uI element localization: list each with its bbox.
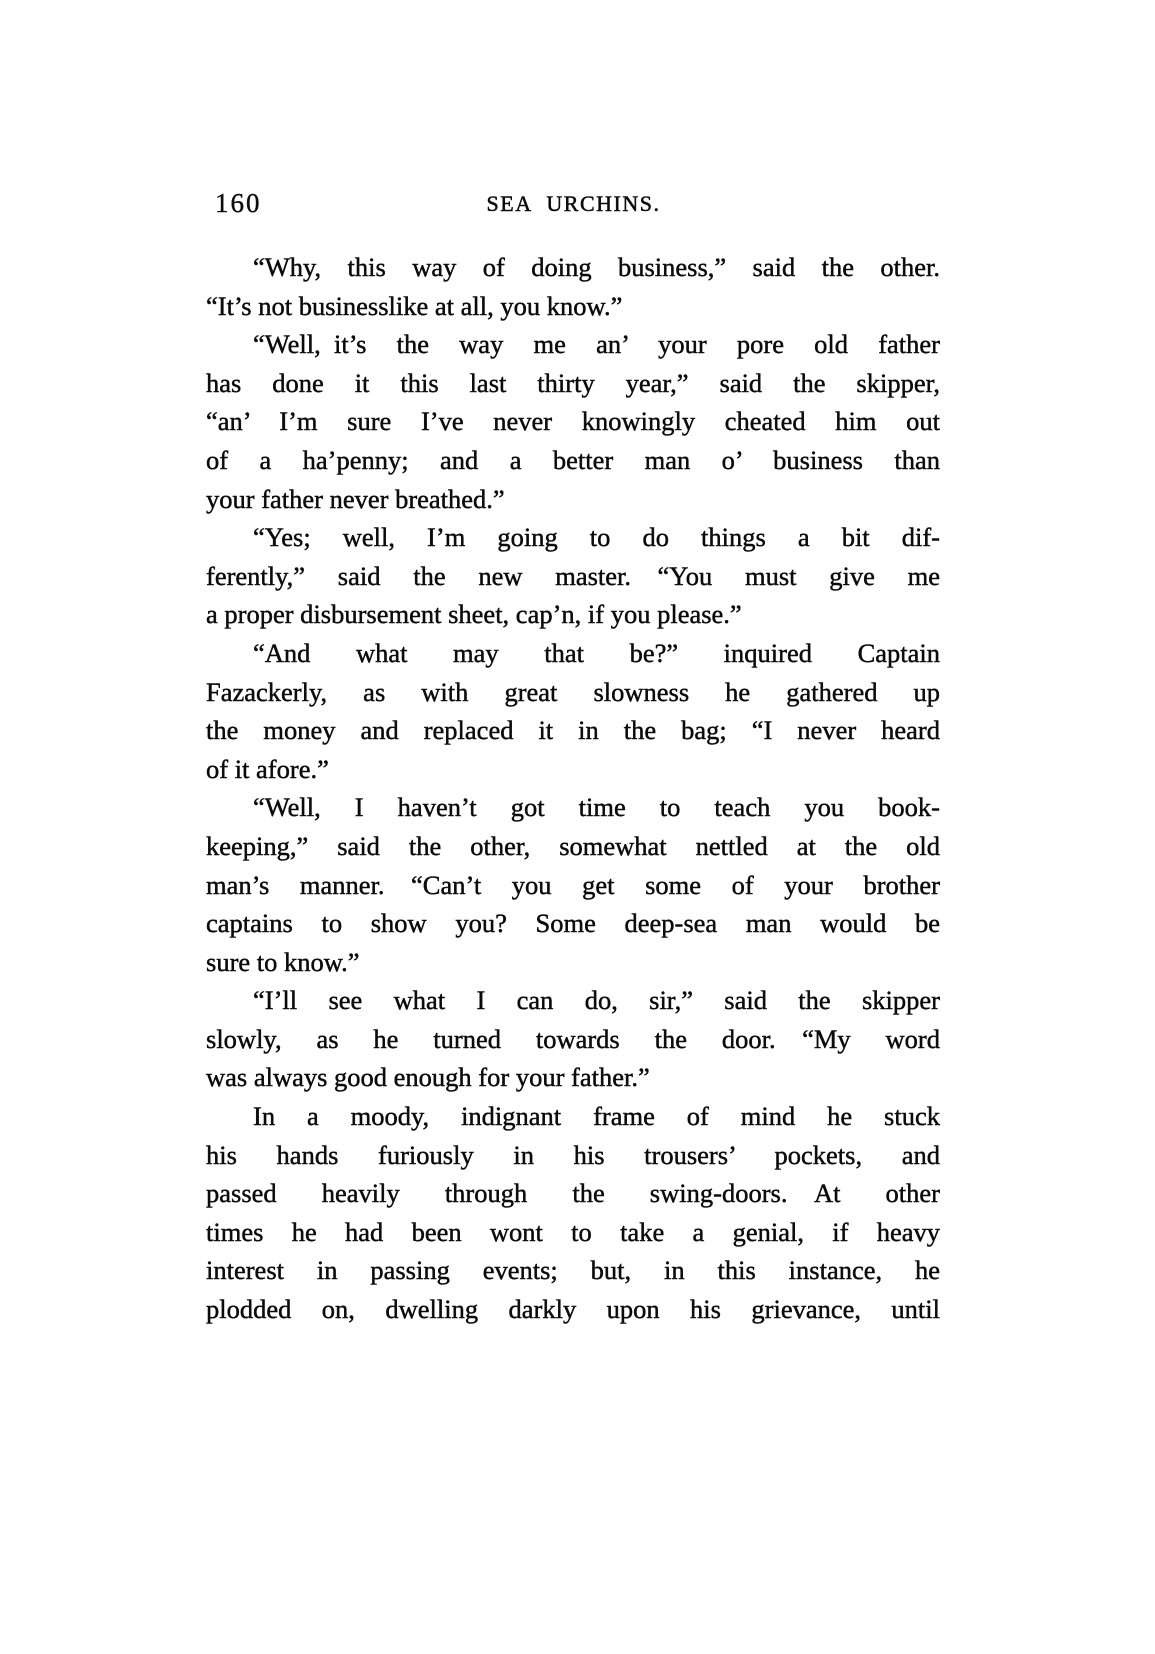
- text-line: times he had been wont to take a genial, if heavy: [206, 1216, 940, 1247]
- text-line: In a moody, indignant frame of mind he stuck: [253, 1101, 940, 1132]
- text-line: his hands furiously in his trousers’ pockets, and: [206, 1139, 940, 1170]
- running-head: [207, 186, 940, 226]
- text-line: a proper disbursement sheet, cap’n, if you please.”: [206, 599, 742, 630]
- running-title: SEA URCHINS.: [486, 191, 661, 216]
- text-line: “I’ll see what I can do, sir,” said the skipper: [253, 985, 940, 1016]
- text-line: slowly, as he turned towards the door. “My word: [206, 1023, 940, 1054]
- text-line: ferently,” said the new master. “You must give me: [206, 560, 940, 591]
- text-line: “Why, this way of doing business,” said the other.: [253, 252, 940, 282]
- text-line: “Yes; well, I’m going to do things a bit dif-: [253, 522, 940, 553]
- text-line: “Well, I haven’t got time to teach you book-: [253, 792, 940, 823]
- page-number: 160: [215, 188, 262, 218]
- paragraph: [206, 518, 940, 634]
- paragraph: [206, 981, 940, 1097]
- text-line: “And what may that be?” inquired Captain: [253, 637, 940, 668]
- text-line: keeping,” said the other, somewhat nettled at the old: [206, 830, 940, 861]
- text-line: “Well, it’s the way me an’ your pore old father: [253, 329, 940, 360]
- text-line: plodded on, dwelling darkly upon his grievance, until: [206, 1294, 940, 1325]
- text-line: “an’ I’m sure I’ve never knowingly cheated him out: [206, 406, 940, 437]
- paragraph: [206, 634, 940, 788]
- text-line: man’s manner. “Can’t you get some of your brother: [206, 869, 940, 900]
- text-line: was always good enough for your father.”: [206, 1062, 650, 1093]
- paragraph: [206, 1097, 940, 1329]
- text-line: of a ha’penny; and a better man o’ business than: [206, 444, 940, 475]
- paragraph: [206, 788, 940, 981]
- text-line: has done it this last thirty year,” said the skipper,: [206, 367, 940, 398]
- text-line: captains to show you? Some deep-sea man would be: [206, 908, 940, 939]
- paragraph: [206, 325, 940, 518]
- paragraph: [206, 248, 940, 325]
- text-line: passed heavily through the swing-doors. At other: [206, 1178, 940, 1209]
- text-line: your father never breathed.”: [206, 483, 505, 514]
- text-line: Fazackerly, as with great slowness he gathered up: [206, 676, 940, 707]
- text-line: sure to know.”: [206, 946, 360, 977]
- body-text: [206, 248, 940, 1329]
- text-line: the money and replaced it in the bag; “I never heard: [206, 715, 940, 746]
- text-line: “It’s not businesslike at all, you know.”: [206, 290, 623, 321]
- text-line: interest in passing events; but, in this instance, he: [206, 1255, 940, 1286]
- text-line: of it afore.”: [206, 753, 329, 784]
